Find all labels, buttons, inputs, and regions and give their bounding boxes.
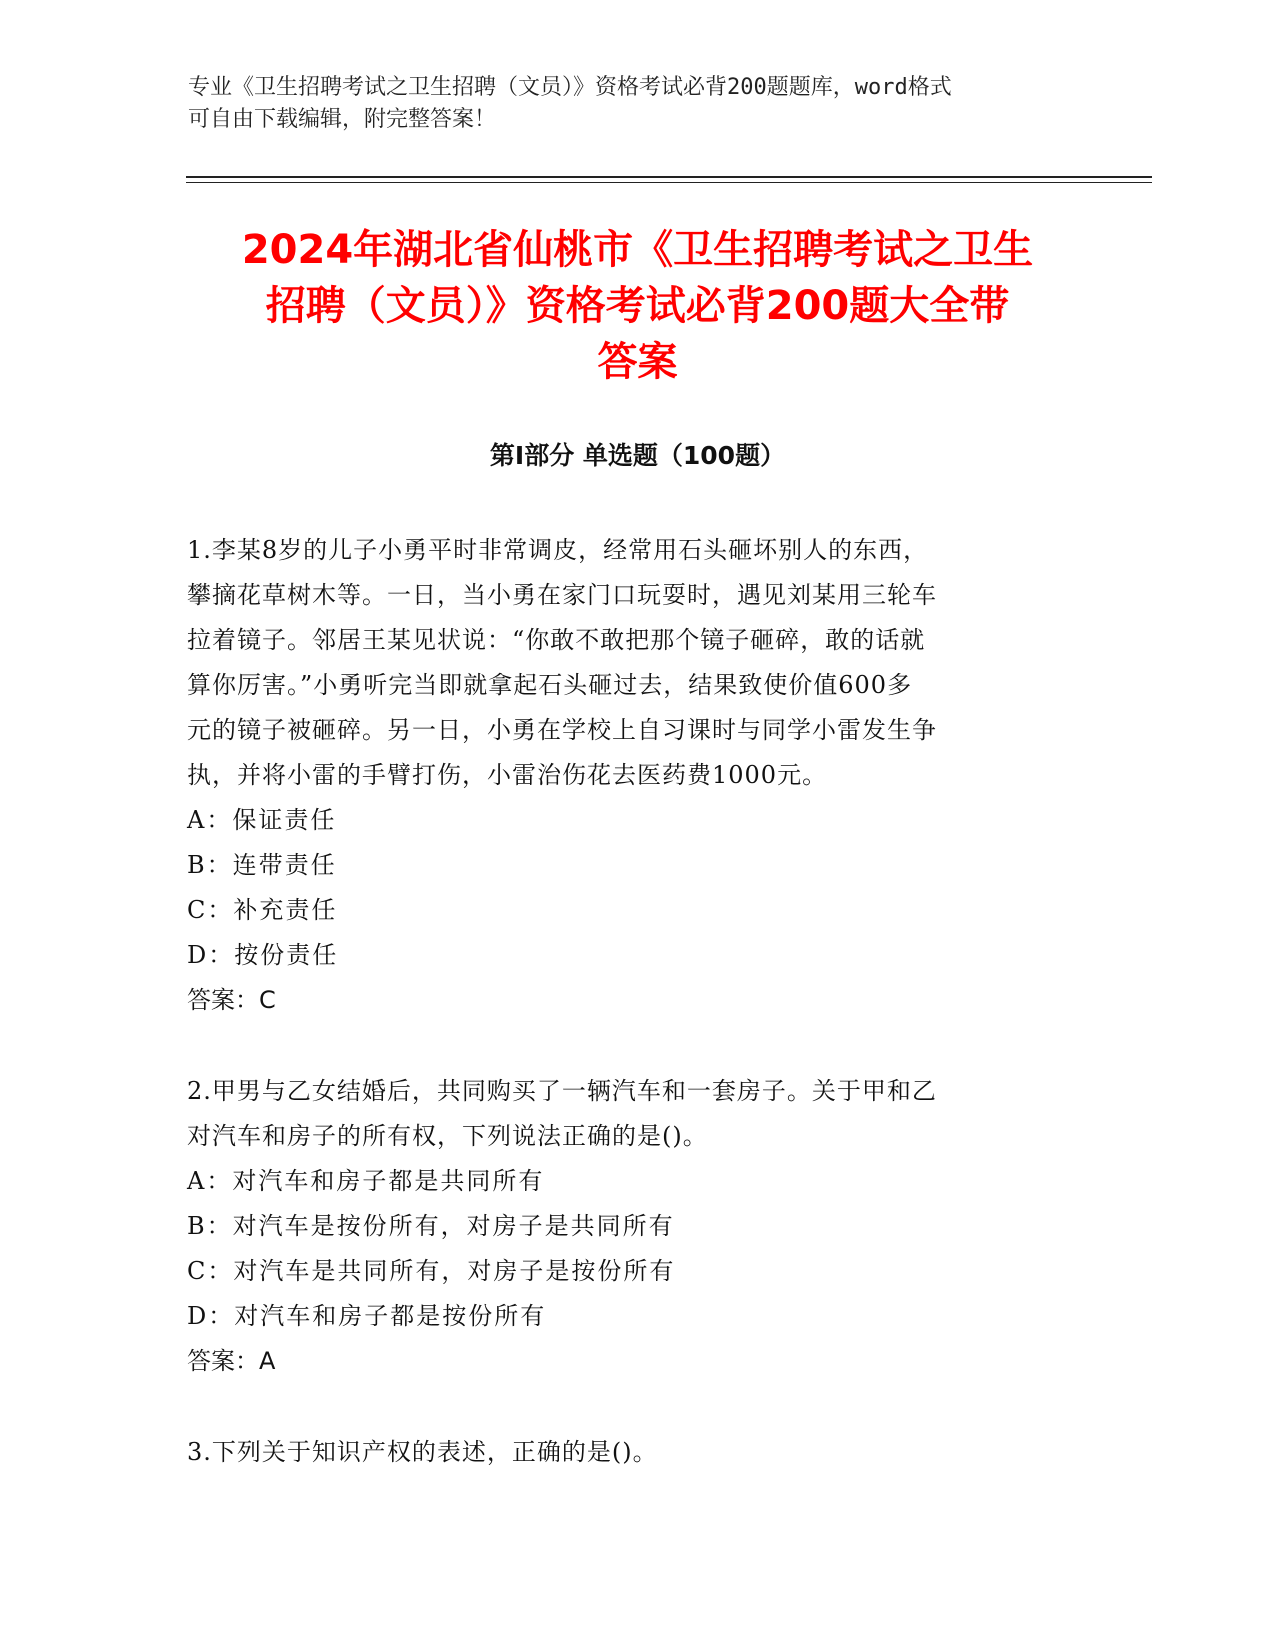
section-heading: 第Ⅰ部分 单选题（100题） bbox=[489, 441, 786, 470]
question-2-option-d: D：对汽车和房子都是按份所有 bbox=[187, 1302, 547, 1330]
header-divider-thin bbox=[186, 182, 1152, 183]
header-note-line-1: 专业《卫生招聘考试之卫生招聘（文员）》资格考试必背200题题库，word格式 bbox=[188, 75, 952, 100]
question-1-text-line: 算你厉害。”小勇听完当即就拿起石头砸过去，结果致使价值600多 bbox=[187, 671, 913, 699]
question-1-text-line: 1.李某8岁的儿子小勇平时非常调皮，经常用石头砸坏别人的东西， bbox=[187, 536, 929, 564]
question-3 bbox=[187, 1430, 1087, 1475]
question-1-text-line: 执，并将小雷的手臂打伤，小雷治伤花去医药费1000元。 bbox=[187, 761, 828, 789]
title-line-2: 招聘（文员）》资格考试必背200题大全带 bbox=[265, 283, 1010, 329]
header-divider bbox=[186, 176, 1152, 178]
question-2-text-line: 对汽车和房子的所有权，下列说法正确的是()。 bbox=[187, 1122, 708, 1150]
question-2-option-a: A：对汽车和房子都是共同所有 bbox=[187, 1167, 545, 1195]
title-line-3: 答案 bbox=[597, 339, 678, 385]
question-2-option-b: B：对汽车是按份所有，对房子是共同所有 bbox=[187, 1212, 675, 1240]
question-2 bbox=[187, 1069, 1087, 1384]
question-1-option-a: A：保证责任 bbox=[187, 806, 337, 834]
question-1-option-b: B：连带责任 bbox=[187, 851, 337, 879]
question-2-answer: 答案：A bbox=[187, 1347, 276, 1375]
question-3-text-line: 3.下列关于知识产权的表述，正确的是()。 bbox=[187, 1438, 658, 1466]
question-1 bbox=[187, 528, 1087, 1023]
document-title bbox=[150, 222, 1125, 390]
question-2-option-c: C：对汽车是共同所有，对房子是按份所有 bbox=[187, 1257, 676, 1285]
question-spacer bbox=[187, 1384, 1087, 1430]
question-1-answer: 答案：C bbox=[187, 986, 276, 1014]
question-2-text-line: 2.甲男与乙女结婚后，共同购买了一辆汽车和一套房子。关于甲和乙 bbox=[187, 1077, 937, 1105]
question-1-text-line: 攀摘花草树木等。一日，当小勇在家门口玩耍时，遇见刘某用三轮车 bbox=[187, 581, 937, 609]
question-1-option-d: D：按份责任 bbox=[187, 941, 339, 969]
title-line-1: 2024年湖北省仙桃市《卫生招聘考试之卫生 bbox=[241, 227, 1034, 273]
header-note bbox=[188, 72, 1088, 136]
question-1-text-line: 拉着镜子。邻居王某见状说：“你敢不敢把那个镜子砸碎，敢的话就 bbox=[187, 626, 926, 654]
question-list bbox=[187, 528, 1087, 1475]
question-1-text-line: 元的镜子被砸碎。另一日，小勇在学校上自习课时与同学小雷发生争 bbox=[187, 716, 937, 744]
question-spacer bbox=[187, 1023, 1087, 1069]
question-1-option-c: C：补充责任 bbox=[187, 896, 338, 924]
header-note-line-2: 可自由下载编辑，附完整答案！ bbox=[188, 107, 497, 132]
